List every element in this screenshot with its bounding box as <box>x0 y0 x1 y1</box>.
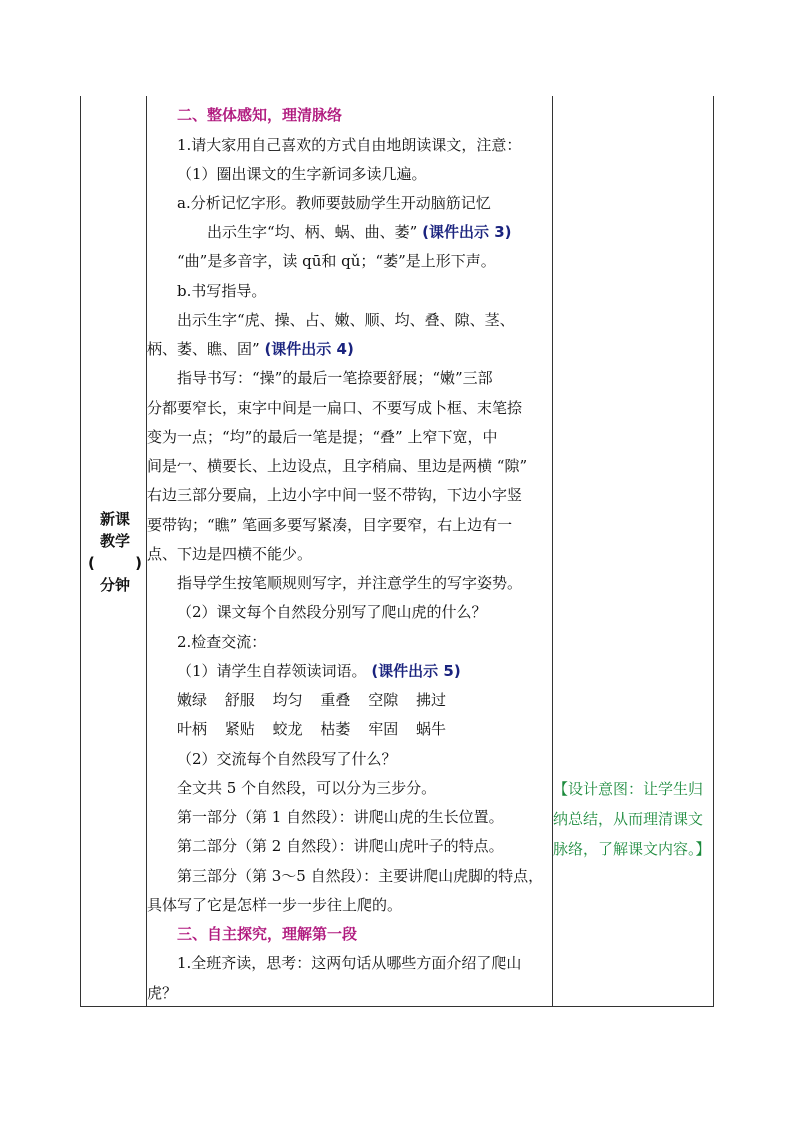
paragraph: 1.全班齐读，思考：这两句话从哪些方面介绍了爬山 <box>177 954 522 972</box>
vocab-word: 紧贴 <box>224 720 255 738</box>
vocab-word: 舒服 <box>224 691 255 709</box>
paragraph: 具体写了它是怎样一步一步往上爬的。 <box>147 896 403 914</box>
paragraph: 2.检查交流： <box>177 633 267 651</box>
vocab-word: 蛟龙 <box>272 720 303 738</box>
paragraph: 第三部分（第 3～5 自然段）：主要讲爬山虎脚的特点， <box>177 867 544 885</box>
design-note-line: 脉络，了解课文内容。】 <box>553 840 711 858</box>
paragraph: 间是冖、横要长、上边设点，且字稍扁、里边是两横 “隙” <box>147 457 528 475</box>
courseware-note: (课件出示 3) <box>422 223 512 241</box>
time-blank <box>86 552 144 574</box>
paragraph: 分都要窄长，束字中间是一扁口、不要写成卜框、末笔捺 <box>147 399 523 417</box>
paragraph-text: 出示生字“均、柄、蜗、曲、萎” <box>207 223 418 241</box>
vocab-word: 蜗牛 <box>415 720 446 738</box>
paragraph: （2）课文每个自然段分别写了爬山虎的什么？ <box>177 603 487 621</box>
stage-label-line2: 教学 <box>99 532 130 550</box>
paren-open: ( <box>88 554 95 572</box>
paragraph: 第一部分（第 1 自然段）：讲爬山虎的生长位置。 <box>177 808 504 826</box>
paragraph-text: 柄、萎、瞧、固” <box>147 340 260 358</box>
vocab-word: 叶柄 <box>177 720 208 738</box>
section-heading-3: 三、自主探究，理解第一段 <box>177 925 358 943</box>
paragraph: 出示生字“虎、操、占、嫩、顺、均、叠、隙、茎、 <box>177 311 515 329</box>
word-list-row-1 <box>177 691 552 709</box>
courseware-note: (课件出示 4) <box>264 340 354 358</box>
paren-close: ) <box>135 554 142 572</box>
paragraph: 1.请大家用自己喜欢的方式自由地朗读课文，注意： <box>177 136 522 154</box>
paragraph: 全文共 5 个自然段，可以分为三步分。 <box>177 779 437 797</box>
paragraph <box>147 340 552 358</box>
word-list-row-2 <box>177 720 552 738</box>
stage-label <box>86 508 144 596</box>
paragraph: 要带钩；“瞧” 笔画多要写紧凑，目字要窄，右上边有一 <box>147 516 513 534</box>
paragraph: （1）圈出课文的生字新词多读几遍。 <box>177 165 427 183</box>
vocab-word: 牢固 <box>368 720 399 738</box>
paragraph <box>207 223 552 241</box>
lesson-table <box>80 96 714 1007</box>
paragraph: a.分析记忆字形。教师要鼓励学生开动脑筋记忆 <box>177 194 491 212</box>
stage-label-line4: 分钟 <box>99 576 130 594</box>
courseware-note: (课件出示 5) <box>371 662 461 680</box>
vocab-word: 拂过 <box>415 691 446 709</box>
stage-column <box>80 96 146 1007</box>
design-intent-note <box>553 774 716 864</box>
vocab-word: 均匀 <box>272 691 303 709</box>
paragraph-text: （1）请学生自荐领读词语。 <box>177 662 367 680</box>
vocab-word: 枯萎 <box>320 720 351 738</box>
design-note-line: 【设计意图：让学生归 <box>553 780 704 798</box>
paragraph: 指导学生按笔顺规则写字，并注意学生的写字姿势。 <box>177 574 523 592</box>
vocab-word: 空隙 <box>368 691 399 709</box>
paragraph: b.书写指导。 <box>177 282 267 300</box>
vocab-word: 嫩绿 <box>177 691 208 709</box>
paragraph: 第二部分（第 2 自然段）：讲爬山虎叶子的特点。 <box>177 837 504 855</box>
paragraph: （2）交流每个自然段写了什么？ <box>177 750 397 768</box>
section-heading-2: 二、整体感知，理清脉络 <box>177 106 343 124</box>
paragraph: “曲”是多音字，读 qū和 qǔ；“萎”是上形下声。 <box>177 252 496 270</box>
paragraph: 点、下边是四横不能少。 <box>147 545 313 563</box>
design-note-line: 纳总结，从而理清课文 <box>553 810 704 828</box>
paragraph: 虎？ <box>147 984 178 1002</box>
design-column <box>553 96 714 1007</box>
vocab-word: 重叠 <box>320 691 351 709</box>
paragraph: 变为一点；“均”的最后一笔是提；“叠” 上窄下宽，中 <box>147 428 498 446</box>
content-column <box>147 96 552 1007</box>
paragraph: 指导书写：“操”的最后一笔捺要舒展；“嫩”三部 <box>177 369 493 387</box>
paragraph: 右边三部分要扁，上边小字中间一竖不带钩，下边小字竖 <box>147 486 523 504</box>
stage-label-line1: 新课 <box>99 510 130 528</box>
paragraph <box>177 662 552 680</box>
